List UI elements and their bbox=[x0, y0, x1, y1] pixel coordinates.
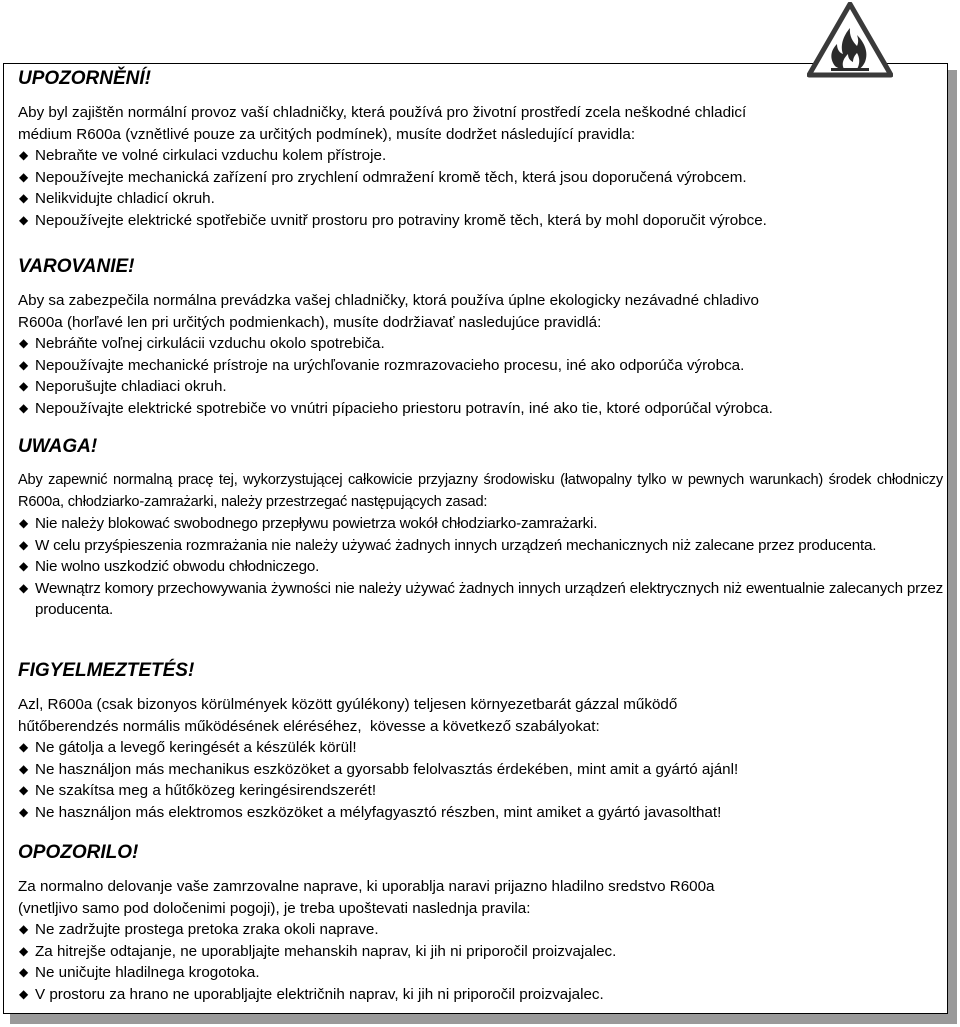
bullet-icon: ◆ bbox=[19, 922, 29, 936]
bullet-icon: ◆ bbox=[19, 740, 29, 754]
intro-line: Aby byl zajištěn normální provoz vaší chladničky, která používá pro životní prostředí zcela neškodné chladicí bbox=[18, 104, 747, 121]
bullet-icon: ◆ bbox=[19, 212, 29, 227]
bullet-icon: ◆ bbox=[19, 379, 29, 393]
list-item-text: Za hitrejše odtajanje, ne uporabljajte mehanskih naprav, ki jih ni priporočil proizvajalec. bbox=[35, 942, 617, 960]
list-item bbox=[18, 919, 943, 941]
list-item bbox=[18, 398, 943, 420]
bullet-icon: ◆ bbox=[19, 169, 29, 184]
list-item bbox=[18, 556, 943, 578]
list-item-text: Nebráňte voľnej cirkulácii vzduchu okolo spotrebiča. bbox=[35, 335, 385, 352]
list-item bbox=[18, 167, 943, 189]
rules-list bbox=[18, 145, 943, 231]
intro-line: hűtőberendzés normális működésének eléréséhez, kövesse a következő szabályokat: bbox=[18, 717, 600, 735]
list-item-text: V prostoru za hrano ne uporabljajte električnih naprav, ki jih ni priporočil proizvajalec. bbox=[35, 985, 604, 1003]
section-slovenian bbox=[18, 842, 943, 1005]
bullet-icon: ◆ bbox=[19, 516, 29, 530]
bullet-icon: ◆ bbox=[19, 804, 29, 819]
section-heading: OPOZORILO! bbox=[18, 842, 139, 863]
list-item-text: Neporušujte chladiaci okruh. bbox=[35, 378, 227, 395]
flammable-warning-icon bbox=[807, 2, 893, 78]
list-item-text: Ne uničujte hladilnega krogotoka. bbox=[35, 964, 260, 981]
list-item bbox=[18, 513, 943, 535]
section-czech bbox=[18, 68, 943, 231]
section-heading: FIGYELMEZTETÉS! bbox=[18, 660, 195, 681]
list-item bbox=[18, 578, 943, 621]
bullet-icon: ◆ bbox=[19, 761, 29, 776]
list-item-text: Nepoužívajte mechanické prístroje na urýchľovanie rozmrazovacieho procesu, iné ako odporúča výrobca. bbox=[35, 356, 745, 374]
intro-line: R600a (horľavé len pri určitých podmienkach), musíte dodržiavať nasledujúce pravidlá: bbox=[18, 313, 602, 331]
bullet-icon: ◆ bbox=[19, 148, 29, 162]
bullet-icon: ◆ bbox=[19, 783, 29, 797]
list-item bbox=[18, 941, 943, 963]
list-item bbox=[18, 984, 943, 1006]
list-item-text: Nelikvidujte chladicí okruh. bbox=[35, 190, 215, 207]
section-intro bbox=[18, 290, 943, 333]
warning-panel bbox=[3, 63, 948, 1014]
list-item bbox=[18, 333, 943, 355]
list-item-text: Ne szakítsa meg a hűtőközeg keringésirendszerét! bbox=[35, 782, 377, 799]
rules-list bbox=[18, 333, 943, 419]
section-intro bbox=[18, 102, 943, 145]
list-item-text: Nepoužívejte elektrické spotřebiče uvnitř prostoru pro potraviny kromě těch, která by mohl doporučit výrobce. bbox=[35, 211, 767, 229]
bullet-icon: ◆ bbox=[19, 400, 29, 415]
intro-line: médium R600a (vznětlivé pouze za určitých podmínek), musíte dodržet následující pravidla: bbox=[18, 125, 636, 143]
list-item-text: Ne használjon más mechanikus eszközöket a gyorsabb felolvasztás érdekében, mint amit a gyártó ajánl! bbox=[35, 760, 739, 778]
list-item-text: Ne használjon más elektromos eszközöket a mélyfagyasztó részben, mint amiket a gyártó javasolthat! bbox=[35, 803, 722, 821]
list-item bbox=[18, 145, 943, 167]
intro-line: (vnetljivo samo pod določenimi pogoji), je treba upoštevati naslednja pravila: bbox=[18, 899, 531, 917]
list-item bbox=[18, 355, 943, 377]
bullet-icon: ◆ bbox=[19, 537, 29, 552]
list-item-text: Nepoužívajte elektrické spotrebiče vo vnútri pípacieho priestoru potravín, iné ako tie, ktoré odporúčal výrobca. bbox=[35, 399, 773, 417]
list-item bbox=[18, 376, 943, 398]
list-item bbox=[18, 802, 943, 824]
list-item-text: Ne gátolja a levegő keringését a készülék körül! bbox=[35, 739, 357, 756]
section-slovak bbox=[18, 256, 943, 419]
list-item-text: Wewnątrz komory przechowywania żywności nie należy używać żadnych innych urządzeń elektrycznych niż ewentualnie zalecanych przez producenta. bbox=[35, 579, 943, 618]
rules-list bbox=[18, 513, 943, 621]
bullet-icon: ◆ bbox=[19, 559, 29, 573]
section-intro bbox=[18, 694, 943, 737]
list-item bbox=[18, 535, 943, 557]
bullet-icon: ◆ bbox=[19, 336, 29, 350]
bullet-icon: ◆ bbox=[19, 357, 29, 372]
intro-line: Za normalno delovanje vaše zamrzovalne naprave, ki uporablja naravi prijazno hladilno sredstvo R600a bbox=[18, 878, 715, 895]
list-item-text: Nie wolno uszkodzić obwodu chłodniczego. bbox=[35, 558, 320, 575]
list-item bbox=[18, 780, 943, 802]
rules-list bbox=[18, 919, 943, 1005]
list-item bbox=[18, 188, 943, 210]
intro-line: Azl, R600a (csak bizonyos körülmények között gyúlékony) teljesen környezetbarát gázzal működő bbox=[18, 696, 678, 713]
section-hungarian bbox=[18, 660, 943, 823]
list-item-text: W celu przyśpieszenia rozmrażania nie należy używać żadnych innych urządzeń mechanicznych niż zalecane przez producenta. bbox=[35, 536, 877, 554]
list-item-text: Nie należy blokować swobodnego przepływu powietrza wokół chłodziarko-zamrażarki. bbox=[35, 515, 598, 532]
intro-line: Aby sa zabezpečila normálna prevádzka vašej chladničky, ktorá používa úplne ekologicky nezávadné chladivo bbox=[18, 292, 759, 309]
bullet-icon: ◆ bbox=[19, 191, 29, 205]
list-item-text: Nepoužívejte mechanická zařízení pro zrychlení odmražení kromě těch, která jsou doporučená výrobcem. bbox=[35, 168, 747, 186]
section-polish bbox=[18, 436, 943, 621]
rules-list bbox=[18, 737, 943, 823]
list-item-text: Ne zadržujte prostega pretoka zraka okoli naprave. bbox=[35, 921, 379, 938]
bullet-icon: ◆ bbox=[19, 986, 29, 1001]
section-heading: UPOZORNĚNÍ! bbox=[18, 68, 151, 89]
section-heading: VAROVANIE! bbox=[18, 256, 135, 277]
list-item bbox=[18, 737, 943, 759]
section-intro: Aby zapewnić normalną pracę tej, wykorzystującej całkowicie przyjazny środowisku (łatwopalny tylko w pewnych warunkach) środek chłodniczy R600a, chłodziarko-zamrażarki, należy przestrzegać następujących zasad: bbox=[18, 472, 943, 510]
list-item bbox=[18, 210, 943, 232]
bullet-icon: ◆ bbox=[19, 965, 29, 979]
bullet-icon: ◆ bbox=[19, 580, 29, 595]
bullet-icon: ◆ bbox=[19, 943, 29, 958]
section-intro bbox=[18, 876, 943, 919]
section-heading: UWAGA! bbox=[18, 436, 98, 457]
list-item bbox=[18, 962, 943, 984]
list-item-text: Nebraňte ve volné cirkulaci vzduchu kolem přístroje. bbox=[35, 147, 387, 164]
list-item bbox=[18, 759, 943, 781]
